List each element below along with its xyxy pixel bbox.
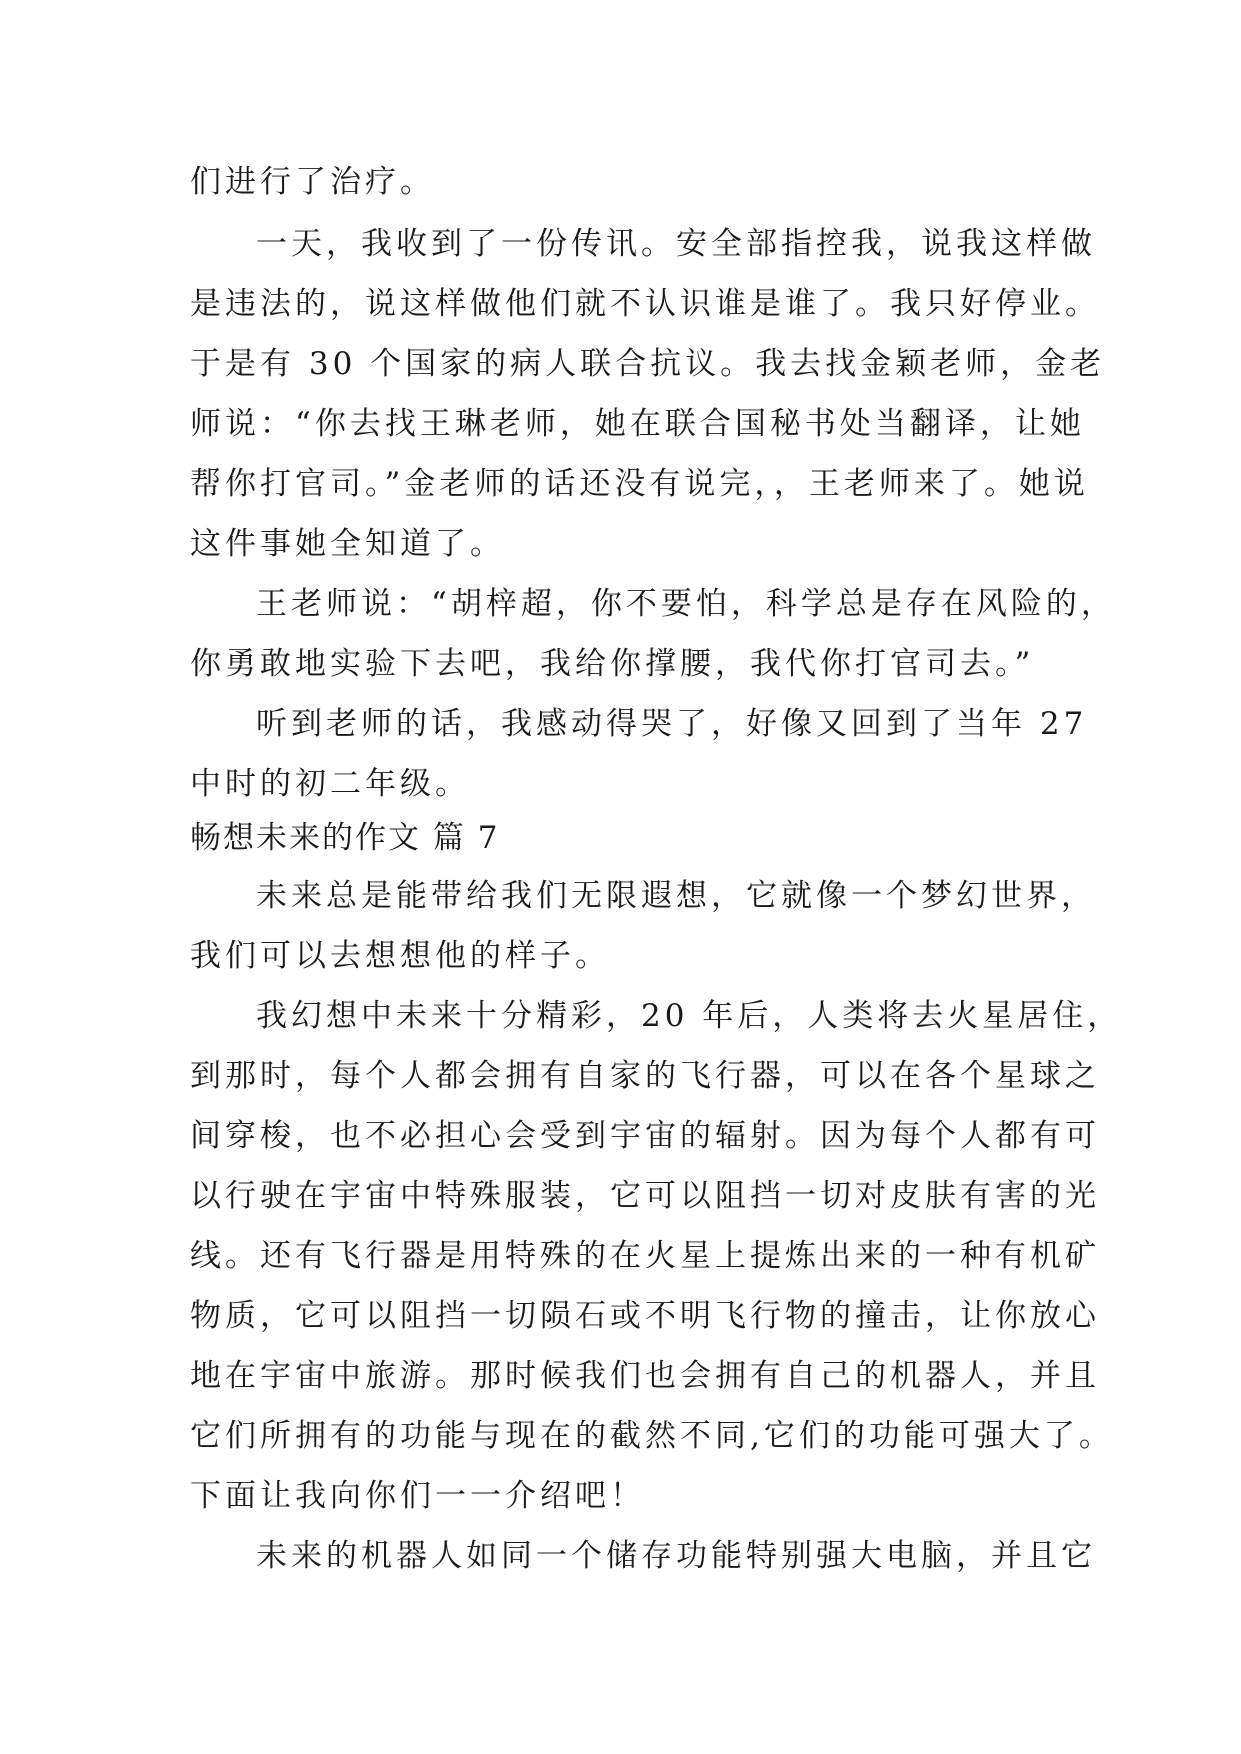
text-line: 以行驶在宇宙中特殊服装，它可以阻挡一切对皮肤有害的光 (190, 1178, 1100, 1214)
text-line: 我们可以去想想他的样子。 (190, 938, 610, 974)
text-line: 师说：“你去找王琳老师，她在联合国秘书处当翻译，让她 (190, 406, 1085, 442)
text-line: 它们所拥有的功能与现在的截然不同,它们的功能可强大了。 (190, 1418, 1114, 1454)
paragraph-first-line: 我幻想中未来十分精彩，20 年后，人类将去火星居住， (256, 998, 1123, 1034)
text-line: 地在宇宙中旅游。那时候我们也会拥有自己的机器人，并且 (190, 1358, 1100, 1394)
text-line: 于是有 30 个国家的病人联合抗议。我去找金颖老师，金老 (190, 346, 1106, 382)
text-line: 你勇敢地实验下去吧，我给你撑腰，我代你打官司去。” (190, 646, 1035, 682)
text-line: 中时的初二年级。 (190, 766, 470, 802)
paragraph-first-line: 王老师说：“胡梓超，你不要怕，科学总是存在风险的， (256, 586, 1116, 622)
text-line: 线。还有飞行器是用特殊的在火星上提炼出来的一种有机矿 (190, 1238, 1100, 1274)
text-line: 间穿梭，也不必担心会受到宇宙的辐射。因为每个人都有可 (190, 1118, 1100, 1154)
section-heading: 畅想未来的作文 篇 7 (190, 820, 500, 856)
text-line: 帮你打官司。”金老师的话还没有说完，，王老师来了。她说 (190, 466, 1089, 502)
text-line: 这件事她全知道了。 (190, 526, 505, 562)
text-line: 物质，它可以阻挡一切陨石或不明飞行物的撞击，让你放心 (190, 1298, 1100, 1334)
paragraph-first-line: 未来总是能带给我们无限遐想，它就像一个梦幻世界， (256, 878, 1096, 914)
text-line: 下面让我向你们一一介绍吧！ (190, 1478, 645, 1514)
text-line: 到那时，每个人都会拥有自家的飞行器，可以在各个星球之 (190, 1058, 1100, 1094)
paragraph-first-line: 未来的机器人如同一个储存功能特别强大电脑，并且它 (256, 1538, 1096, 1574)
paragraph-first-line: 一天，我收到了一份传讯。安全部指控我，说我这样做 (256, 226, 1096, 262)
text-line: 是违法的，说这样做他们就不认识谁是谁了。我只好停业。 (190, 286, 1100, 322)
text-line: 们进行了治疗。 (190, 164, 435, 200)
paragraph-first-line: 听到老师的话，我感动得哭了，好像又回到了当年 27 (256, 706, 1088, 742)
